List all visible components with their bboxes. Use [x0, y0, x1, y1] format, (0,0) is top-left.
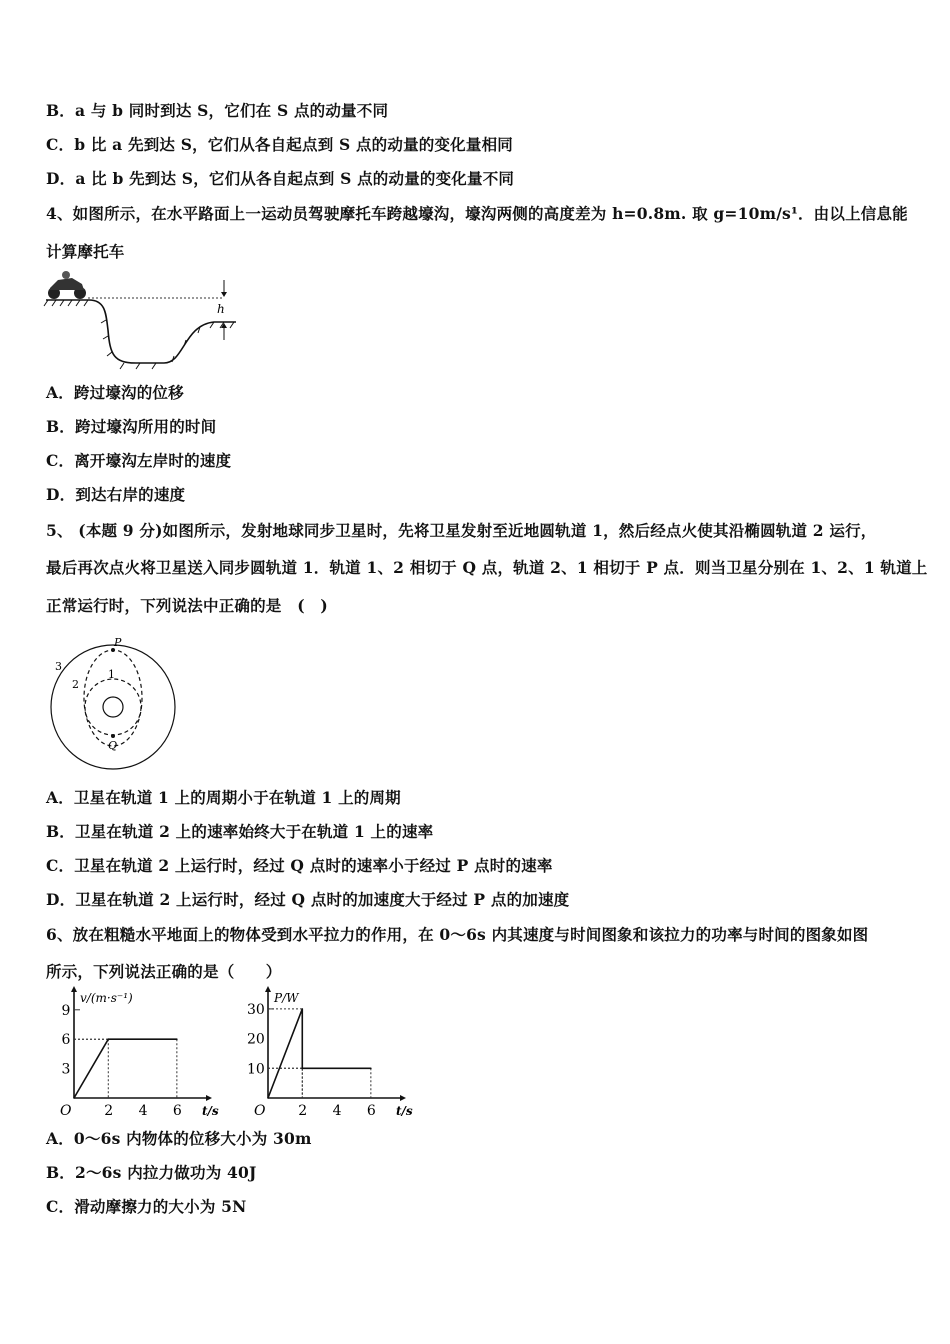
q3-option-d: D．a 比 b 先到达 S，它们从各自起点到 S 点的动量的变化量不同 [46, 169, 515, 188]
orbit-1 [85, 679, 141, 735]
p-chart-y-tick-label: 30 [247, 1001, 265, 1018]
q6-option-b: B．2～6s 内拉力做功为 40J [46, 1163, 257, 1182]
q5-stem-line3: 正常运行时，下列说法中正确的是 ( ) [46, 596, 328, 615]
v-chart-series-point [73, 1097, 75, 1099]
q5-stem-line1: 5、 (本题 9 分)如图所示，发射地球同步卫星时，先将卫星发射至近地圆轨道 1，然后经点火使其沿椭圆轨道 2 运行， [46, 521, 877, 540]
v-chart-x-tick-label: 4 [138, 1103, 148, 1119]
point-q-label: Q [108, 739, 118, 752]
v-chart-y-tick-label: 6 [61, 1032, 71, 1049]
p-chart-x-arrow-icon [400, 1095, 406, 1101]
p-chart-x-tick-label: 4 [332, 1103, 342, 1119]
p-chart-series-line [268, 1009, 371, 1098]
orbit-figure [46, 630, 176, 770]
v-chart-y-arrow-icon [71, 986, 77, 992]
v-chart-x-arrow-icon [206, 1095, 212, 1101]
q5-stem-line2: 最后再次点火将卫星送入同步圆轨道 1．轨道 1、2 相切于 Q 点，轨道 2、1 相切于 P 点．则当卫星分别在 1、2、1 轨道上 [46, 558, 928, 577]
height-label: h [217, 302, 225, 316]
velocity-time-chart [46, 990, 219, 1119]
v-chart-ylabel: v/(m·s⁻¹) [80, 991, 133, 1005]
p-chart-y-tick-label: 10 [247, 1061, 265, 1078]
q3-option-b: B．a 与 b 同时到达 S，它们在 S 点的动量不同 [46, 101, 389, 120]
v-chart-y-tick-label: 9 [61, 1002, 71, 1019]
q5-option-a: A．卫星在轨道 1 上的周期小于在轨道 1 上的周期 [46, 788, 401, 807]
v-chart-series-point [107, 1038, 109, 1040]
p-chart-series-point [301, 1008, 303, 1010]
point-p-label: P [114, 636, 122, 649]
p-chart-x-tick-label: 2 [298, 1103, 308, 1119]
p-chart-origin-label: O [254, 1103, 266, 1119]
orbit-2-label: 2 [72, 678, 79, 691]
ditch-figure [44, 270, 244, 376]
v-chart-series-line [74, 1039, 177, 1098]
q6-option-c: C．滑动摩擦力的大小为 5N [46, 1197, 247, 1216]
q5-option-d: D．卫星在轨道 2 上运行时，经过 Q 点时的加速度大于经过 P 点的加速度 [46, 890, 570, 909]
q5-option-b: B．卫星在轨道 2 上的速率始终大于在轨道 1 上的速率 [46, 822, 434, 841]
motorcycle-icon [48, 271, 86, 299]
power-time-chart [240, 990, 413, 1119]
q4-stem-line1: 4、如图所示，在水平路面上一运动员驾驶摩托车跨越壕沟，壕沟两侧的高度差为 h=0.8m. 取 g=10m/s¹．由以上信息能 [46, 204, 908, 223]
v-chart-xlabel: t/s [202, 1104, 219, 1118]
v-chart-y-tick-label: 3 [61, 1061, 71, 1078]
q4-option-d: D．到达右岸的速度 [46, 485, 186, 504]
q4-option-a: A．跨过壕沟的位移 [46, 383, 184, 402]
p-chart-series-point [267, 1097, 269, 1099]
p-chart-series-point [370, 1068, 372, 1070]
p-chart-series-point [301, 1068, 303, 1070]
q4-stem-line2: 计算摩托车 [46, 242, 125, 261]
p-chart-ylabel: P/W [274, 991, 299, 1005]
p-chart-x-tick-label: 6 [366, 1103, 376, 1119]
p-chart-y-tick-label: 20 [247, 1031, 265, 1048]
height-marker [217, 280, 227, 340]
q5-option-c: C．卫星在轨道 2 上运行时，经过 Q 点时的速率小于经过 P 点时的速率 [46, 856, 553, 875]
v-chart-origin-label: O [60, 1103, 72, 1119]
orbit-1-label: 1 [108, 668, 115, 681]
v-chart-x-tick-label: 6 [172, 1103, 182, 1119]
p-chart-xlabel: t/s [396, 1104, 413, 1118]
q3-option-c: C．b 比 a 先到达 S，它们从各自起点到 S 点的动量的变化量相同 [46, 135, 513, 154]
q6-stem-line2: 所示，下列说法正确的是（ ） [46, 962, 282, 981]
p-chart-y-arrow-icon [265, 986, 271, 992]
q6-stem-line1: 6、放在粗糙水平地面上的物体受到水平拉力的作用，在 0～6s 内其速度与时间图象和该拉力的功率与时间的图象如图 [46, 925, 869, 944]
q6-option-a: A．0～6s 内物体的位移大小为 30m [46, 1129, 312, 1148]
earth [103, 697, 123, 717]
orbit-3-label: 3 [55, 660, 62, 673]
orbit-2 [84, 650, 142, 746]
v-chart-series-point [176, 1038, 178, 1040]
q4-option-c: C．离开壕沟左岸时的速度 [46, 451, 232, 470]
q4-option-b: B．跨过壕沟所用的时间 [46, 417, 217, 436]
v-chart-x-tick-label: 2 [104, 1103, 114, 1119]
